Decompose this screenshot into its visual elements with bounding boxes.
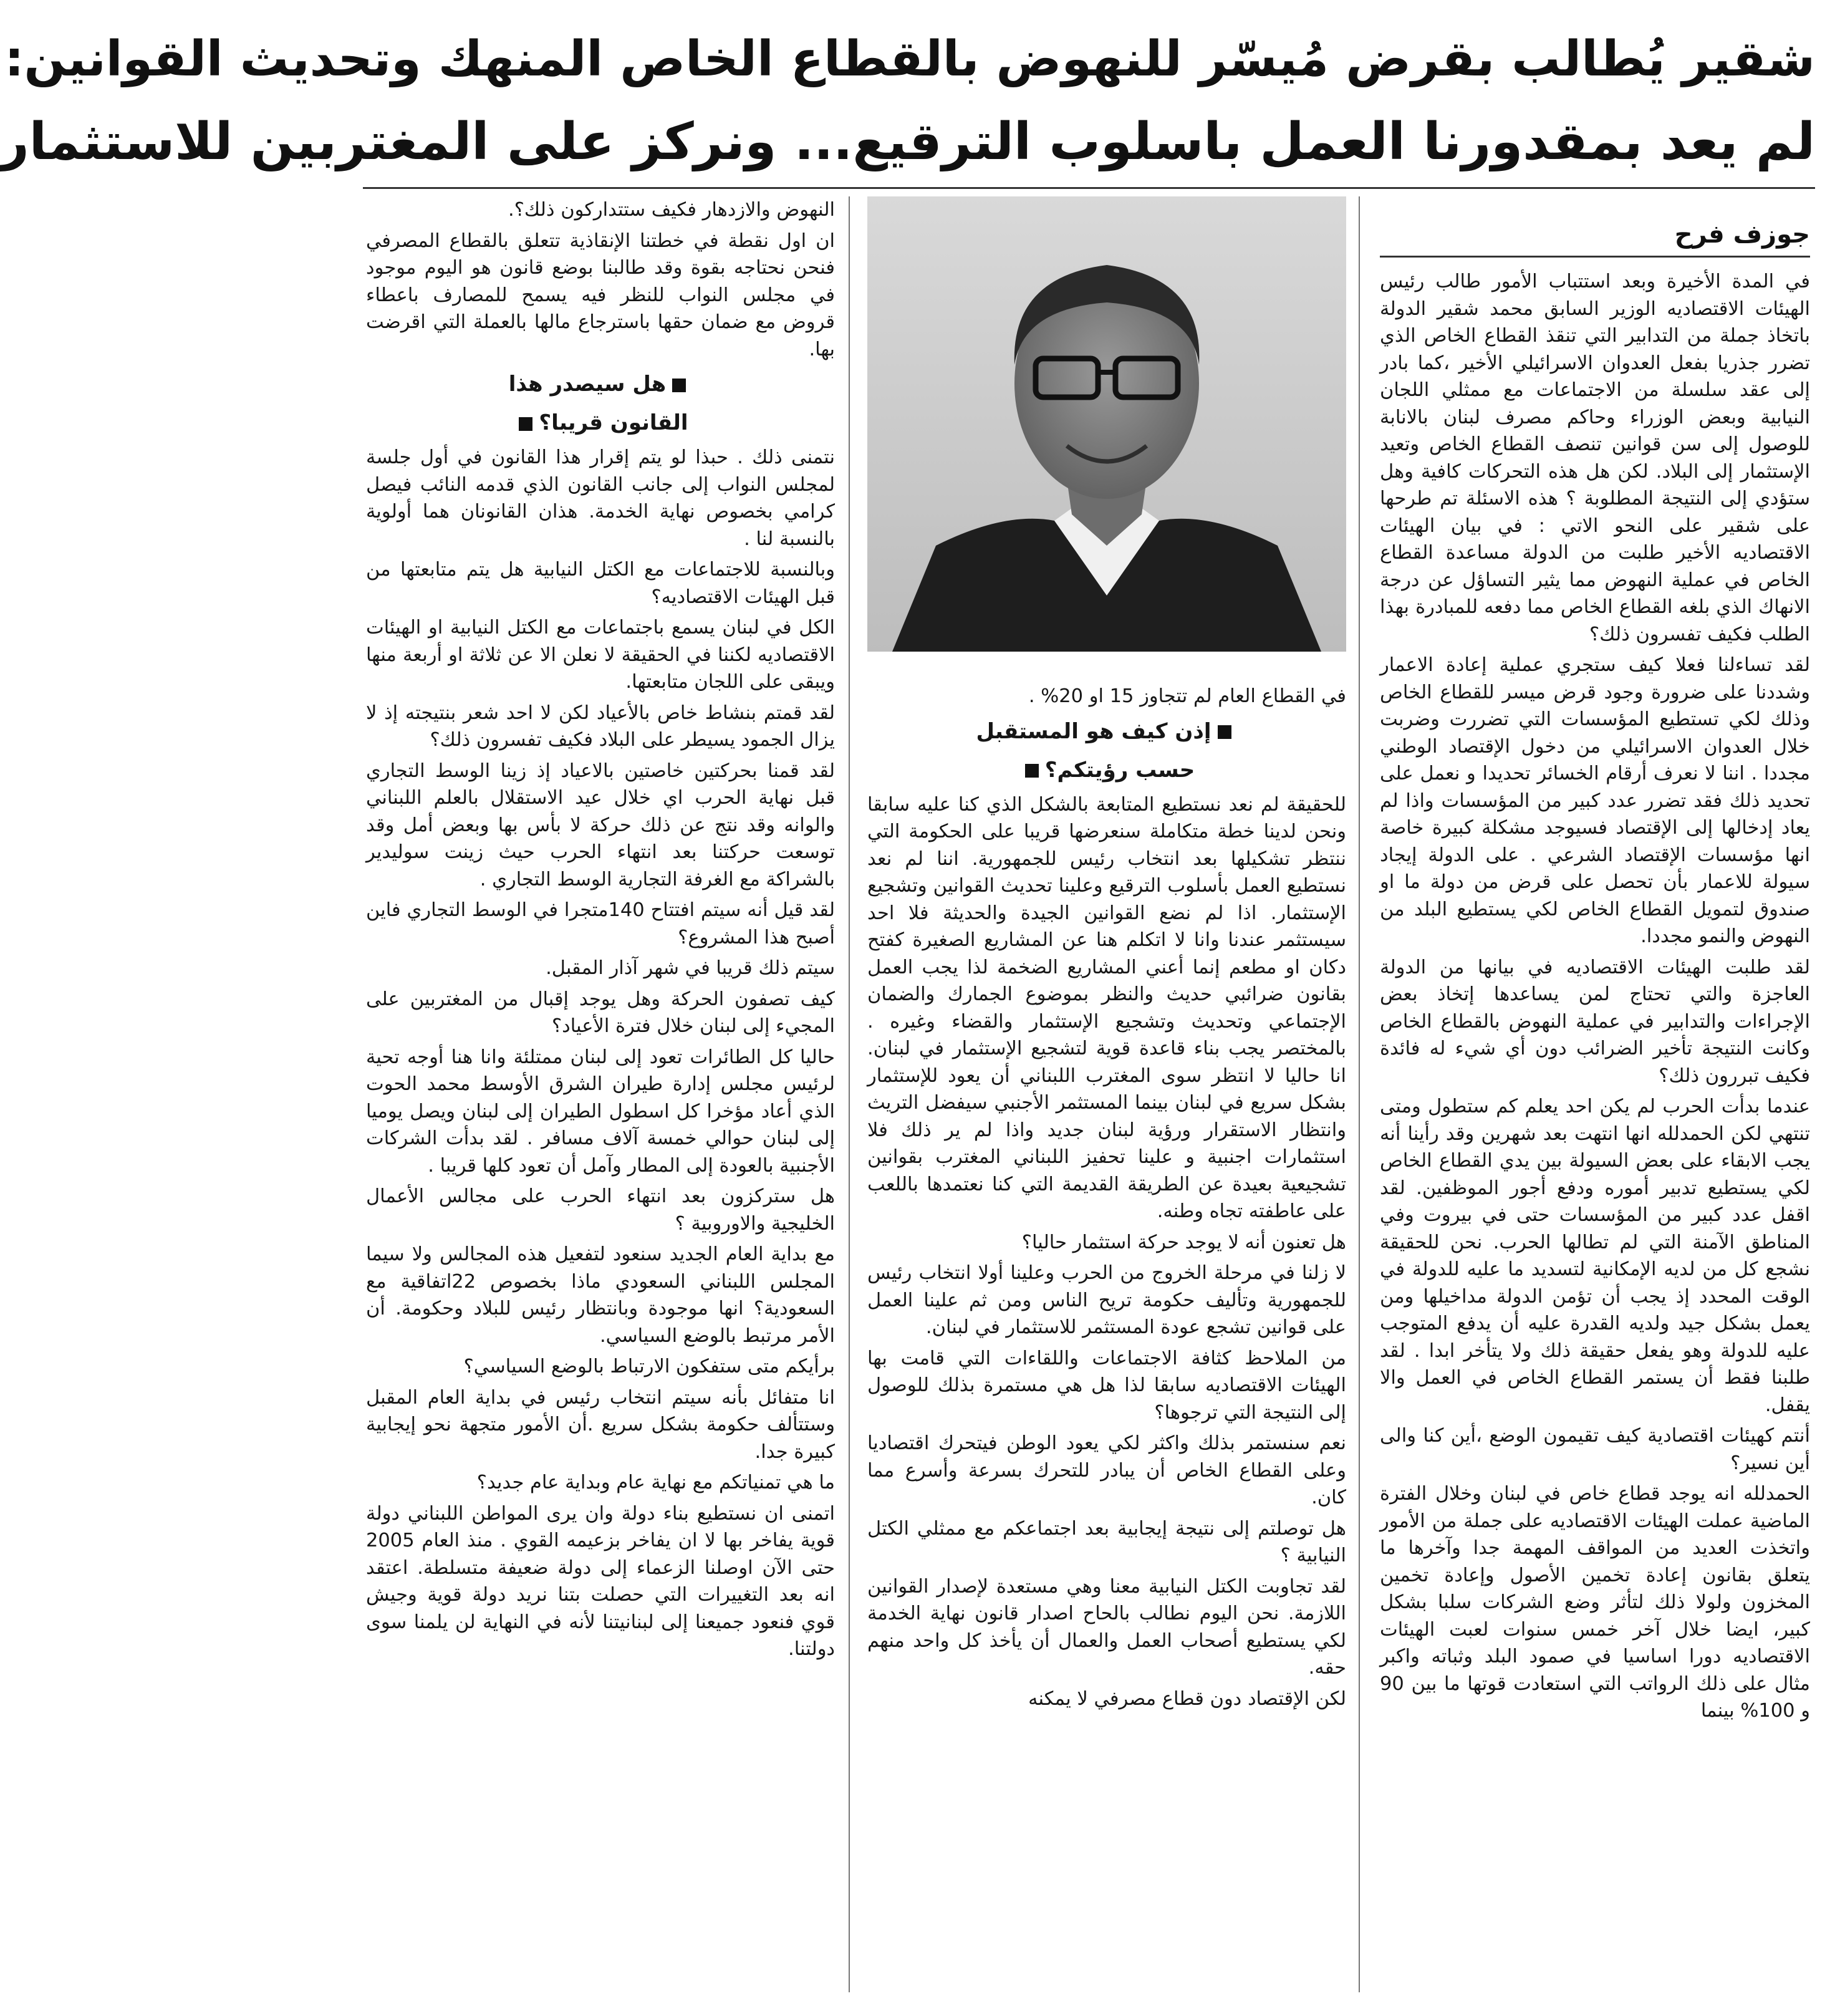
question: من الملاحظ كثافة الاجتماعات واللقاءات التي قامت بها الهيئات الاقتصاديه سابقا لذا هل هي مستمرة بذلك للوصول إلى النتيجة التي ترجوها؟ xyxy=(867,1347,1346,1424)
article-column-3 xyxy=(366,196,835,1995)
square-bullet-icon xyxy=(1025,764,1039,778)
paragraph: نعم سنستمر بذلك واكثر لكي يعود الوطن فيتحرك اقتصاديا وعلى القطاع الخاص أن يبادر للتحرك بسرعة وأسرع مما كان. xyxy=(867,1432,1346,1508)
paragraph: لقد قمنا بحركتين خاصتين بالاعياد إذ زينا الوسط التجاري قبل نهاية الحرب اي خلال عيد الاستقلال بالعلم اللبناني والوانه وقد نتج عن ذلك حركة لا بأس بها وبعض أمل وقد توسعت حركتنا بعد انتهاء الحرب حيث زينت سوليدير بالشراكة مع الغرفة التجارية الوسط التجاري . xyxy=(366,760,835,890)
headline-line-2: لم يعد بمقدورنا العمل باسلوب الترقيع... ونركز على المغتربين للاستثمار xyxy=(0,112,1815,171)
question: لقد قمتم بنشاط خاص بالأعياد لكن لا احد شعر بنتيجته إذ لا يزال الجمود يسيطر على البلاد فكيف تفسرون ذلك؟ xyxy=(366,702,835,751)
paragraph: الحمدلله انه يوجد قطاع خاص في لبنان وخلال الفترة الماضية عملت الهيئات الاقتصاديه على جملة من الأمور واتخذت العديد من المواقف المهمة جدا وآخرها ما يتعلق بقانون إعادة تخمين الأصول وإعادة تخمين المخزون ولولا ذلك لتأثر وضع الشركات سلبا بشكل كبير، ايضا خلال آخر خمس سنوات لعبت الهيئات الاقتصاديه دورا اساسيا في صمود البلد وثباته واكبر مثال على ذلك الرواتب التي استعادت قوتها ما بين 90 و 100% بينما xyxy=(1380,1483,1810,1722)
square-bullet-icon xyxy=(672,379,686,392)
question: أنتم كهيئات اقتصادية كيف تقيمون الوضع ،أين كنا والى أين نسير؟ xyxy=(1380,1425,1810,1474)
paragraph: الكل في لبنان يسمع باجتماعات مع الكتل النيابية او الهيئات الاقتصاديه لكننا في الحقيقة لا نعلن الا عن ثلاثة او أربعة منها ويبقى على اللجان متابعتها. xyxy=(366,617,835,693)
column-divider xyxy=(1359,196,1360,1992)
column-divider xyxy=(849,196,850,1992)
paragraph: لقد تساءلنا فعلا كيف ستجري عملية إعادة الاعمار وشددنا على ضرورة وجود قرض ميسر للقطاع الخاص وذلك لكي تستطيع المؤسسات التي تضررت وضربت خلال العدوان الاسرائيلي من دخول الإقتصاد الوطني مجددا . اننا لا نعرف أرقام الخسائر تحديدا و نعمل على تحديد ذلك فقد تضرر عدد كبير من المؤسسات واذا لم يعاد إدخالها إلى الإقتصاد فسيوجد مشكلة كبيرة خاصة انها مؤسسات الإقتصاد الشرعي . على الدولة إيجاد سيولة للاعمار بأن تحصل على قرض من دولة ما او صندوق لتمويل القطاع الخاص لكي يستطيع البلد من النهوض والنمو مجددا. xyxy=(1380,654,1810,947)
paragraph: لكن الإقتصاد دون قطاع مصرفي لا يمكنه xyxy=(1028,1687,1346,1710)
headline-line-1: شقير يُطالب بقرض مُيسّر للنهوض بالقطاع الخاص المنهك وتحديث القوانين: xyxy=(4,31,1815,87)
question: برأيكم متى ستفكون الارتباط بالوضع السياسي؟ xyxy=(463,1356,835,1377)
byline-rule xyxy=(1380,256,1810,258)
question: ما هي تمنياتكم مع نهاية عام وبداية عام جديد؟ xyxy=(476,1472,835,1493)
square-bullet-icon xyxy=(519,417,532,431)
paragraph: نتمنى ذلك . حبذا لو يتم إقرار هذا القانون في أول جلسة لمجلس النواب إلى جانب القانون الذي قدمه النائب فيصل كرامي بخصوص نهاية الخدمة. هذان القانونان هما أولوية بالنسبة لنا . xyxy=(366,446,835,550)
paragraph: انا متفائل بأنه سيتم انتخاب رئيس في بداية العام المقبل وستتألف حكومة بشكل سريع .أن الأمور متجهة نحو إيجابية كبيرة جدا. xyxy=(366,1386,835,1463)
byline: جوزف فرح xyxy=(1674,220,1810,249)
subheading: إذن كيف هو المستقبل xyxy=(867,714,1346,749)
question: هل توصلتم إلى نتيجة إيجابية بعد اجتماعكم مع ممثلي الكتل النيابية ؟ xyxy=(867,1517,1346,1566)
paragraph: مع بداية العام الجديد سنعود لتفعيل هذه المجالس ولا سيما المجلس اللبناني السعودي ماذا بخصوص 22اتفاقية مع السعودية؟ انها موجودة وبانتظار رئيس للبلاد وحكومة. أن الأمر مرتبط بالوضع السياسي. xyxy=(366,1243,835,1347)
paragraph: في المدة الأخيرة وبعد استتباب الأمور طالب رئيس الهيئات الاقتصاديه الوزير السابق محمد شقير الدولة باتخاذ جملة من التدابير التي تنقذ القطاع الخاص الذي تضرر جذريا بفعل العدوان الاسرائيلي الأخير ،كما بادر إلى عقد سلسلة من الاجتماعات مع ممثلي اللجان النيابية وبعض الوزراء وحاكم مصرف لبنان بالانابة للوصول إلى سن قوانين تنصف القطاع الخاص وتعيد الإستثمار إلى البلاد. لكن هل هذه التحركات كافية وهل ستؤدي إلى النتيجة المطلوبة ؟ هذه الاسئلة تم طرحها على شقير على النحو الاتي : في بيان الهيئات الاقتصاديه الأخير طلبت من الدولة مساعدة القطاع الخاص في عملية النهوض مما يثير التساؤل عن درجة الانهاك الذي بلغه القطاع الخاص مما دفعه للمبادرة بهذا الطلب فكيف تفسرون ذلك؟ xyxy=(1380,271,1810,645)
question: هل تعنون أنه لا يوجد حركة استثمار حاليا؟ xyxy=(1021,1231,1346,1253)
paragraph: للحقيقة لم نعد نستطيع المتابعة بالشكل الذي كنا عليه سابقا ونحن لدينا خطة متكاملة سنعرضها قريبا على الحكومة التي ننتظر تشكيلها بعد انتخاب رئيس للجمهورية. اننا لم نعد نستطيع العمل بأسلوب الترقيع وعلينا تحديث القوانين وتشجيع الإستثمار. اذا لم نضع القوانين الجيدة والحديثة فلا احد سيستثمر عندنا وانا لا اتكلم هنا عن المشاريع الصغيرة كفتح دكان او مطعم إنما أعني المشاريع الضخمة لذا يجب العمل بقانون ضرائبي حديث والنظر بموضوع الجمارك والضمان الإجتماعي وتحديث وتشجيع الإستثمار والقضاء وغيره . بالمختصر يجب بناء قاعدة قوية لتشجيع الإستثمار في لبنان. انا حاليا لا انتظر سوى المغترب اللبناني أن يعود للإستثمار بشكل سريع في لبنان بينما المستثمر الأجنبي سيفضل التريث وانتظار الاستقرار ورؤية لبنان جديد واذا لم ير ذلك فلا استثمارات اجنبية و علينا تحفيز اللبناني المغترب بقوانين تشجيعية بعيدة عن الطريقة القديمة التي كنا نعتمدها باللعب على عاطفته تجاه وطنه. xyxy=(867,793,1346,1222)
paragraph: لا زلنا في مرحلة الخروج من الحرب وعلينا أولا انتخاب رئيس للجمهورية وتأليف حكومة تريح الناس ومن ثم علينا العمل على قوانين تشجع عودة المستثمر للاستثمار في لبنان. xyxy=(867,1262,1346,1338)
question: كيف تصفون الحركة وهل يوجد إقبال من المغتربين على المجيء إلى لبنان خلال فترة الأعياد؟ xyxy=(366,988,835,1037)
headline-rule xyxy=(363,187,1815,189)
subheading: هل سيصدر هذا xyxy=(366,367,835,402)
portrait-illustration xyxy=(867,196,1346,652)
paragraph: النهوض والازدهار فكيف ستتداركون ذلك؟. xyxy=(508,199,835,221)
subheading: القانون قريبا؟ xyxy=(366,405,835,440)
paragraph: في القطاع العام لم تتجاوز 15 او 20% . xyxy=(1028,685,1346,707)
paragraph: عندما بدأت الحرب لم يكن احد يعلم كم ستطول ومتى تنتهي لكن الحمدلله انها انتهت بعد شهرين وقد رأينا أنه يجب الابقاء على بعض السيولة بين يدي القطاع الخاص لكي يستطيع تدبير أموره ودفع أجور الموظفين. لقد اقفل عدد كبير من المؤسسات حتى في بيروت وفي المناطق الآمنة التي لم تطالها الحرب. نحن للحقيقة نشجع كل من لديه الإمكانية لتسديد ما عليه للدولة في الوقت المحدد إذ يجب أن تؤمن الدولة مداخيلها ومن يعمل بشكل جيد ولديه القدرة عليه أن يدفع المتوجب عليه للدولة وهو يفعل حقيقة ذلك ولا يتأخر ابدا . لقد طلبنا فقط أن يستمر القطاع الخاص في العمل والا يقفل. xyxy=(1380,1096,1810,1416)
paragraph: اتمنى ان نستطيع بناء دولة وان يرى المواطن اللبناني دولة قوية يفاخر بها لا ان يفاخر بزعيمه القوي . منذ العام 2005 حتى الآن اوصلنا الزعماء إلى دولة ضعيفة متسلطة. اعتقد انه بعد التغييرات التي حصلت بتنا نريد دولة قوية وجيش قوي فنعود جميعنا إلى لبنانيتنا لأنه في النهاية لن يلمنا سوى دولتنا. xyxy=(366,1502,835,1660)
paragraph: لقد تجاوبت الكتل النيابية معنا وهي مستعدة لإصدار القوانين اللازمة. نحن اليوم نطالب بالحاح اصدار قانون نهاية الخدمة لكي يستطيع أصحاب العمل والعمال أن يأخذ كل واحد منهم حقه. xyxy=(867,1575,1346,1679)
subheading: حسب رؤيتكم؟ xyxy=(867,753,1346,788)
square-bullet-icon xyxy=(1218,725,1231,739)
paragraph: سيتم ذلك قريبا في شهر آذار المقبل. xyxy=(546,957,835,979)
portrait-photo xyxy=(867,196,1346,652)
question: هل ستركزون بعد انتهاء الحرب على مجالس الأعمال الخليجية والاوروبية ؟ xyxy=(366,1185,835,1235)
article-column-2 xyxy=(867,683,1346,1995)
paragraph: حاليا كل الطائرات تعود إلى لبنان ممتلئة وانا هنا أوجه تحية لرئيس مجلس إدارة طيران الشرق الأوسط محمد الحوت الذي أعاد مؤخرا كل اسطول الطيران إلى لبنان ويصل يوميا إلى لبنان حوالي خمسة آلاف مسافر . لقد بدأت الشركات الأجنبية بالعودة إلى المطار وآمل أن تعود كلها قريبا . xyxy=(366,1046,835,1177)
paragraph: ان اول نقطة في خطتنا الإنقاذية تتعلق بالقطاع المصرفي فنحن نحتاجه بقوة وقد طالبنا بوضع قانون هو اليوم موجود في مجلس النواب للنظر فيه يسمح للمصارف باعطاء قروض مع ضمان حقها باسترجاع مالها بالعملة التي اقرضت بها. xyxy=(366,229,835,360)
question: وبالنسبة للاجتماعات مع الكتل النيابية هل يتم متابعتها من قبل الهيئات الاقتصاديه؟ xyxy=(366,559,835,608)
question: لقد قيل أنه سيتم افتتاح 140متجرا في الوسط التجاري فاين أصبح هذا المشروع؟ xyxy=(366,899,835,948)
article-column-1 xyxy=(1380,268,1810,1995)
paragraph: لقد طلبت الهيئات الاقتصاديه في بيانها من الدولة العاجزة والتي تحتاج لمن يساعدها إتخاذ بعض الإجراءات والتدابير في عملية النهوض بالقطاع الخاص وكانت النتيجة تأخير الضرائب دون أي شيء له فائدة فكيف تبررون ذلك؟ xyxy=(1380,956,1810,1087)
